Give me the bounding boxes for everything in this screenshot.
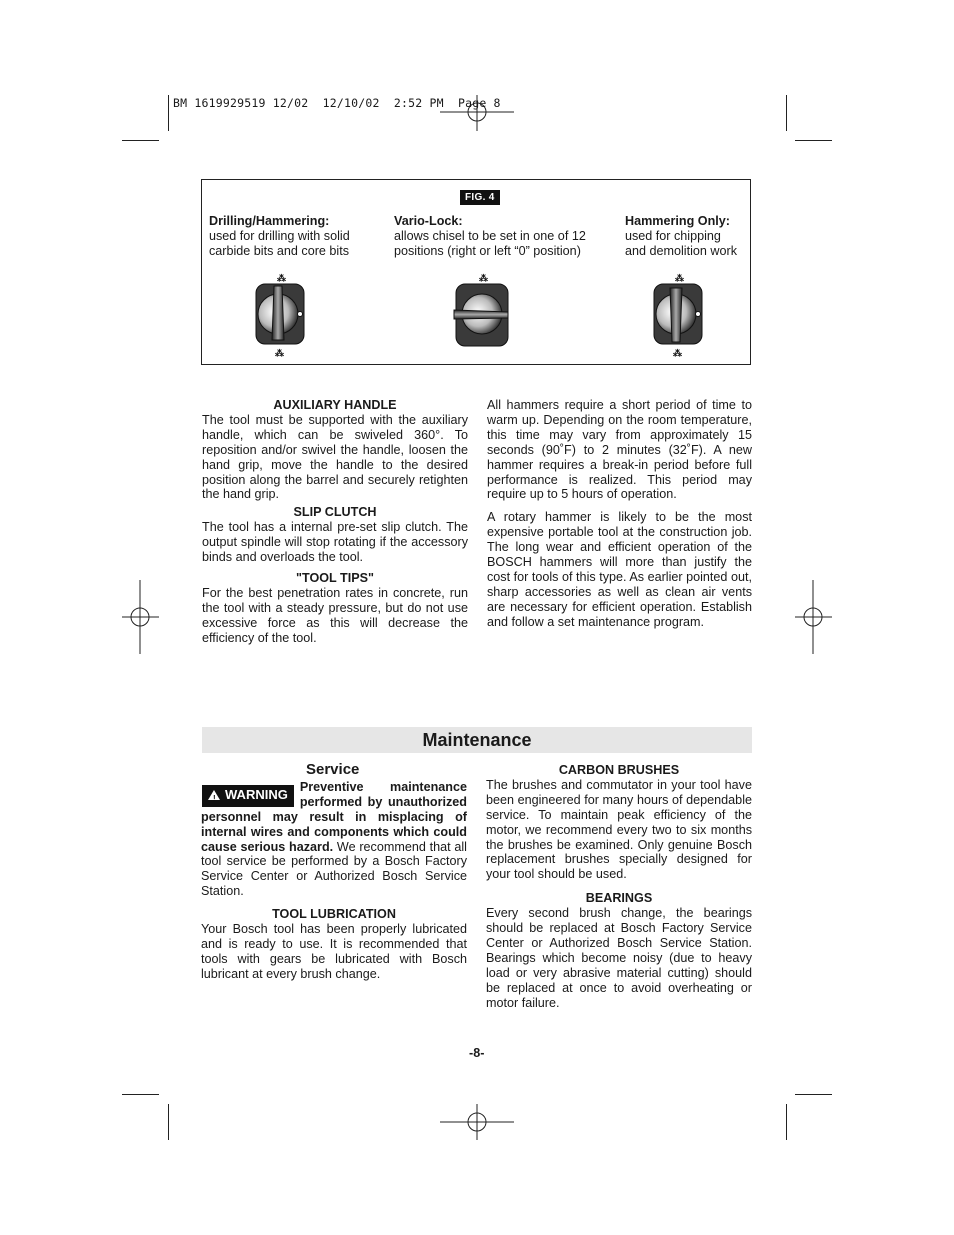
left-column xyxy=(202,398,468,654)
right-column xyxy=(487,398,752,638)
warm-up-text: All hammers require a short period of time to warm up. Depending on the room temperature, this time may vary from approximately 15 seconds (90˚F) to 2 minutes (32˚F). A new hammer requires a break-in period before full performance is realized. This period may require up to 5 hours of operation. xyxy=(487,398,752,502)
maintenance-program-text: A rotary hammer is likely to be the most expensive portable tool at the construction job. The long wear and efficient operation of the BOSCH hammers will more than justify the cost for tools of this type. As earlier pointed out, sharp accessories as well as clean air vents are necessary for efficient operation. Establish and follow a set maintenance program. xyxy=(487,510,752,629)
tool-tips-text: For the best penetration rates in concrete, run the tool with a steady pressure, but do not use excessive force as this will decrease the efficiency of the tool. xyxy=(202,585,468,645)
carbon-brushes-text: The brushes and commutator in your tool have been engineered for many hours of dependable service. To maintain peak efficiency of the motor, we recommend every two to six months the brushes be examined. Only genuine Bosch replacement brushes specially designed for your tool should be used. xyxy=(486,777,752,882)
svg-text:⁂: ⁂ xyxy=(277,273,286,283)
warning-badge: ! WARNING xyxy=(202,785,294,807)
figure-4 xyxy=(201,179,751,365)
warning-icon: ! xyxy=(208,790,220,800)
mode-selector-drilling-icon xyxy=(248,272,312,358)
carbon-brushes-heading: CARBON BRUSHES xyxy=(558,763,680,777)
service-heading: Service xyxy=(306,761,360,778)
slip-clutch-heading: SLIP CLUTCH xyxy=(293,505,377,520)
tool-lubrication-text: Your Bosch tool has been properly lubricated and is ready to use. It is recommended that tools with gears be lubricated with Bosch lubricant at every brush change. xyxy=(201,922,467,981)
tool-tips-heading: "TOOL TIPS" xyxy=(296,570,374,585)
auxiliary-handle-heading: AUXILIARY HANDLE xyxy=(273,398,397,412)
svg-text:⁂: ⁂ xyxy=(675,273,684,283)
svg-text:⁂: ⁂ xyxy=(479,273,488,283)
mode-selector-hammering-icon xyxy=(646,272,710,358)
tool-lubrication-heading: TOOL LUBRICATION xyxy=(272,907,396,922)
print-slug: BM 1619929519 12/02 12/10/02 2:52 PM Page 8 xyxy=(173,96,501,110)
bearings-heading: BEARINGS xyxy=(585,891,653,906)
mode-selector-vario-lock-icon xyxy=(450,272,514,358)
service-warning: ! WARNING Preventive maintenance performed by unauthorized personnel may result in misplacing of internal wires and components which could cause serious hazard. We recommend that all tool service be performed by a Bosch Factory Service Center or Authorized Bosch Service Station. xyxy=(201,779,467,899)
mode-drilling-hammering: Drilling/Hammering: used for drilling with solid carbide bits and core bits xyxy=(209,214,350,258)
slip-clutch-text: The tool has a internal pre-set slip clutch. The output spindle will stop rotating if the accessory binds and overloads the tool. xyxy=(202,520,468,565)
maintenance-heading: Maintenance xyxy=(202,727,752,753)
svg-text:⁂: ⁂ xyxy=(275,348,284,358)
service-column xyxy=(201,763,467,990)
mode-vario-lock: Vario-Lock: allows chisel to be set in one of 12 positions (right or left “0” position) xyxy=(394,214,586,258)
figure-label: FIG. 4 xyxy=(460,190,500,205)
mode-hammering-only: Hammering Only: used for chipping and demolition work xyxy=(625,214,738,258)
svg-text:⁂: ⁂ xyxy=(673,348,682,358)
bearings-text: Every second brush change, the bearings should be replaced at Bosch Factory Service Center or Authorized Bosch Service Station. Bearings which become noisy (due to heavy load or very abrasive material cutting) should be replaced at once to avoid overheating or motor failure. xyxy=(486,906,752,1010)
page-number: -8- xyxy=(469,1046,485,1060)
auxiliary-handle-text: The tool must be supported with the auxiliary handle, which can be swiveled 360°. To reposition and/or swivel the handle, loosen the hand grip, move the handle to the desired position along the barrel and securely retighten the hand grip. xyxy=(202,412,468,502)
brushes-column xyxy=(486,763,752,1019)
